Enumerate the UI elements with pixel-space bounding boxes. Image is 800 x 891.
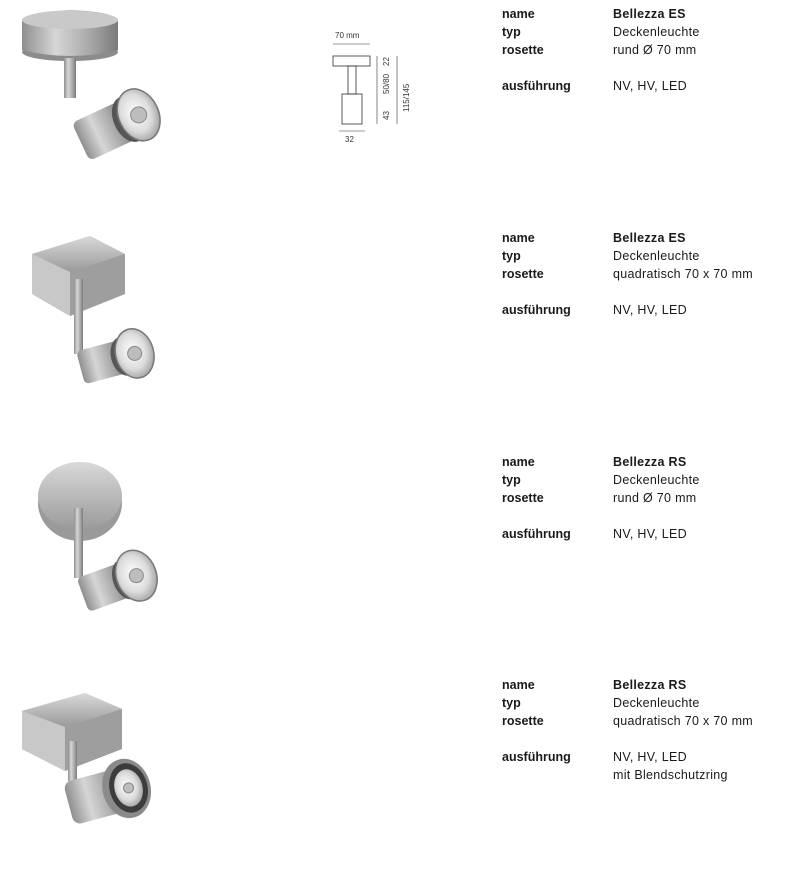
value-ausfuehrung: NV, HV, LED	[613, 79, 687, 93]
value-rosette: rund Ø 70 mm	[613, 491, 697, 505]
dim-total-label: 115/145	[402, 83, 411, 112]
value-extra: mit Blendschutzring	[613, 768, 728, 782]
dim-d2-label: 50/80	[382, 73, 391, 94]
value-ausfuehrung: NV, HV, LED	[613, 527, 687, 541]
label-rosette: rosette	[502, 491, 544, 505]
value-name: Bellezza RS	[613, 455, 687, 469]
value-typ: Deckenleuchte	[613, 249, 700, 263]
dim-d3-label: 43	[382, 111, 391, 120]
label-ausfuehrung: ausführung	[502, 750, 571, 764]
value-ausfuehrung: NV, HV, LED	[613, 303, 687, 317]
value-ausfuehrung: NV, HV, LED	[613, 750, 687, 764]
spec-block	[502, 676, 792, 784]
value-typ: Deckenleuchte	[613, 696, 700, 710]
value-name: Bellezza ES	[613, 7, 686, 21]
product-bellezza-rs-square	[0, 671, 800, 891]
value-rosette: quadratisch 70 x 70 mm	[613, 714, 753, 728]
label-rosette: rosette	[502, 714, 544, 728]
label-rosette: rosette	[502, 43, 544, 57]
label-typ: typ	[502, 473, 521, 487]
spec-block	[502, 453, 792, 543]
value-name: Bellezza ES	[613, 231, 686, 245]
label-typ: typ	[502, 696, 521, 710]
lamp-photo-square-rosette-glare-ring	[10, 671, 180, 866]
lamp-photo-round-rosette	[10, 448, 180, 643]
dim-d1-label: 22	[382, 57, 391, 66]
spec-block	[502, 229, 792, 319]
value-typ: Deckenleuchte	[613, 473, 700, 487]
product-bellezza-rs-round	[0, 448, 800, 668]
label-name: name	[502, 678, 535, 692]
label-ausfuehrung: ausführung	[502, 527, 571, 541]
dimension-drawing	[325, 28, 425, 148]
lamp-photo-round-rosette	[10, 0, 180, 195]
value-rosette: quadratisch 70 x 70 mm	[613, 267, 753, 281]
label-ausfuehrung: ausführung	[502, 79, 571, 93]
value-name: Bellezza RS	[613, 678, 687, 692]
product-bellezza-es-square	[0, 224, 800, 444]
dim-bottom-label: 32	[345, 135, 354, 144]
label-name: name	[502, 7, 535, 21]
lamp-photo-square-rosette	[10, 224, 180, 419]
spec-block	[502, 5, 792, 95]
dim-width-label: 70 mm	[335, 31, 360, 40]
value-typ: Deckenleuchte	[613, 25, 700, 39]
label-name: name	[502, 455, 535, 469]
value-rosette: rund Ø 70 mm	[613, 43, 697, 57]
label-ausfuehrung: ausführung	[502, 303, 571, 317]
label-rosette: rosette	[502, 267, 544, 281]
label-typ: typ	[502, 249, 521, 263]
label-name: name	[502, 231, 535, 245]
label-typ: typ	[502, 25, 521, 39]
product-bellezza-es-round	[0, 0, 800, 220]
